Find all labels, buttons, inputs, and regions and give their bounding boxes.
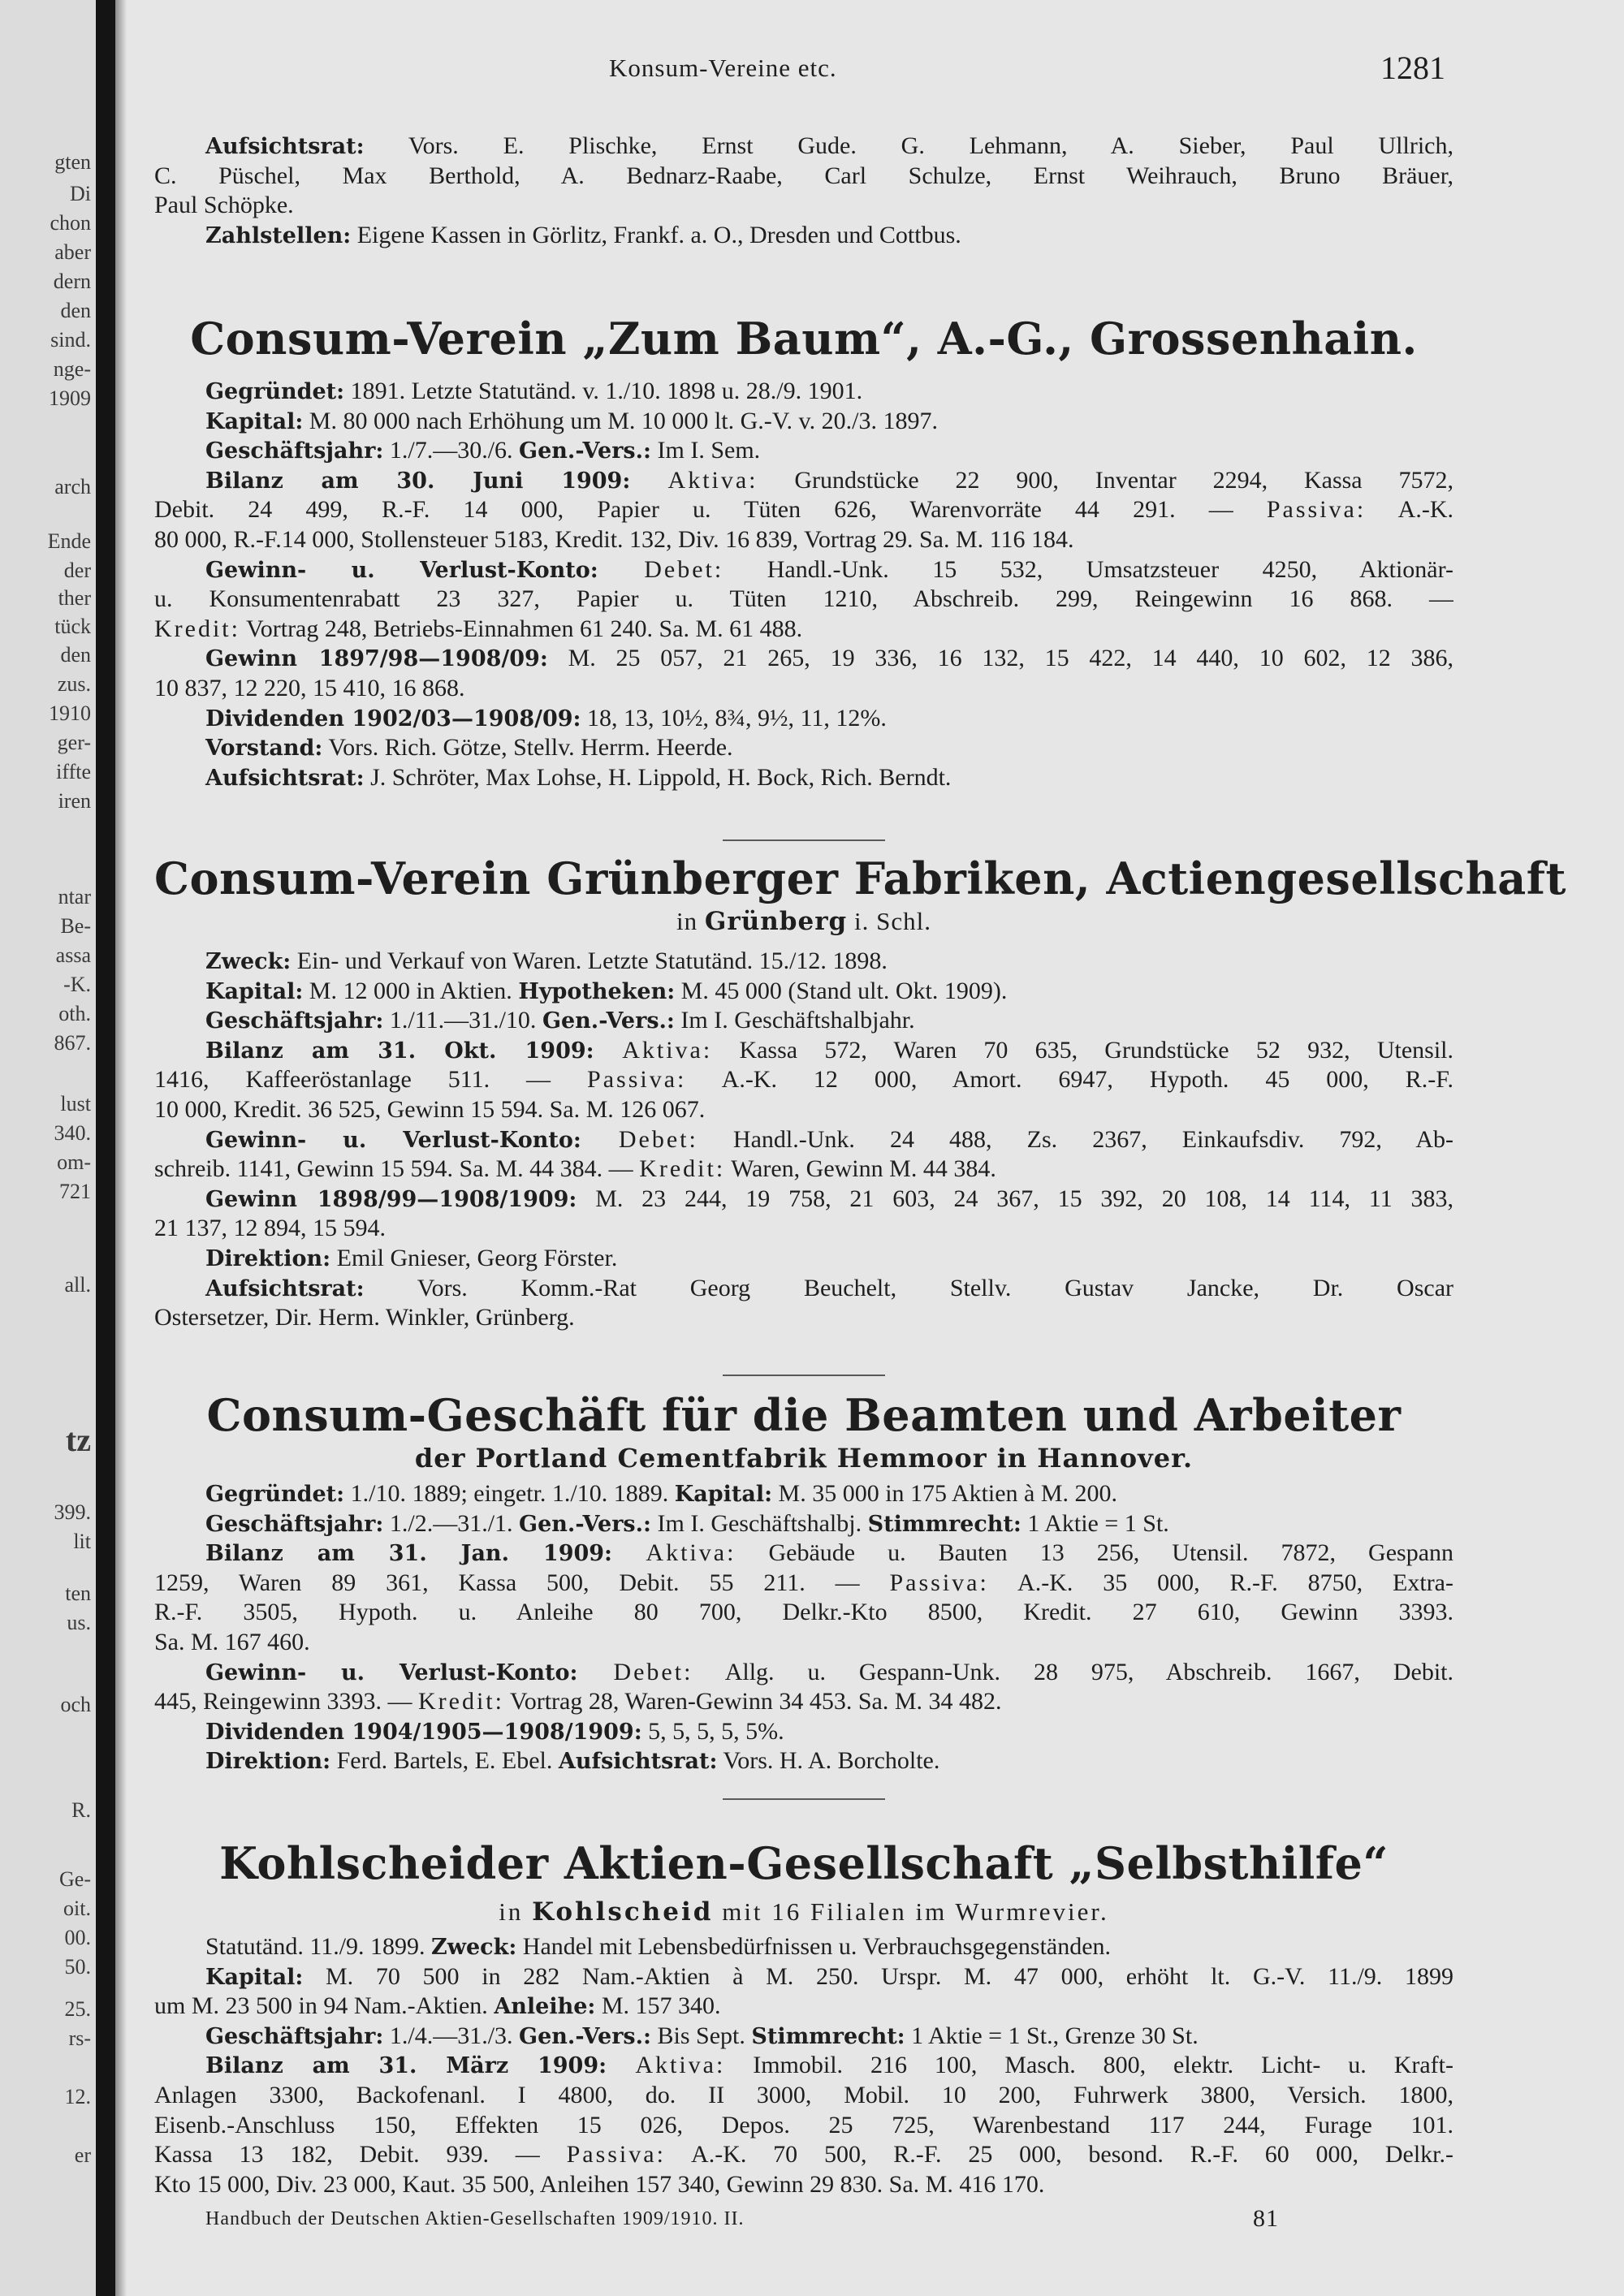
facing-page-fragment: gten (54, 150, 91, 174)
field-label: Geschäftsjahr: (205, 1512, 384, 1537)
company-subheading: der Portland Cementfabrik Hemmoor in Hannover. (414, 1443, 1194, 1474)
facing-page-fragment: 399. (54, 1500, 91, 1524)
facing-page-fragment: och (60, 1693, 91, 1716)
text-line (154, 1064, 1453, 1096)
text-line (154, 405, 1453, 438)
running-head (154, 50, 1453, 86)
facing-page-fragment: oth. (58, 1002, 91, 1025)
facing-page-fragment: om- (57, 1150, 91, 1174)
field-label: Zweck: (431, 1935, 517, 1960)
text-line (154, 732, 1453, 764)
text-segment: 1 Aktie = 1 St., Grenze 30 St. (905, 2022, 1199, 2049)
facing-page-fragment: er (74, 2143, 91, 2167)
spaced-label: Aktiva: (607, 2052, 726, 2078)
text-segment: 1./2.—31./1. (383, 1510, 520, 1537)
text-line (154, 1478, 1453, 1510)
text-segment: Immobil. 216 100, Masch. 800, elektr. Licht- u. Kraft- (725, 2052, 1453, 2078)
text-segment: Kto 15 000, Div. 23 000, Kaut. 35 500, Anleihen 157 340, Gewinn 29 830. Sa. M. 416 170. (154, 2171, 1045, 2198)
text-line (154, 1242, 1453, 1275)
text-line (154, 1716, 1453, 1748)
field-label: Kapital: (205, 979, 304, 1004)
text-segment: Sa. M. 167 460. (154, 1629, 310, 1655)
text-line (154, 1745, 1453, 1777)
text-line (154, 945, 1453, 978)
facing-page-fragment: Be- (60, 914, 91, 938)
facing-page-fragment: iren (58, 789, 91, 813)
text-segment: M. 157 340. (595, 1992, 721, 2019)
facing-page-fragment: 340. (54, 1121, 91, 1145)
text-line (154, 1004, 1453, 1037)
field-label: Gewinn- u. Verlust-Konto: (205, 558, 598, 583)
text-segment: Ferd. Bartels, E. Ebel. (330, 1747, 559, 1774)
text-line (154, 189, 1453, 222)
text-line (154, 130, 1453, 162)
field-label: Gegründet: (205, 1482, 345, 1507)
spaced-label: Passiva: (889, 1569, 989, 1596)
field-label: Aufsichtsrat: (205, 1276, 365, 1301)
text-segment: Im I. Sem. (651, 437, 761, 464)
footer-title: Handbuch der Deutschen Aktien-Gesellschaften 1909/1910. II. (205, 2208, 745, 2229)
text-line (154, 1153, 1453, 1185)
text-line (154, 1685, 1453, 1718)
text-segment: M. 70 500 in 282 Nam.-Aktien à M. 250. Urspr. M. 47 000, erhöht lt. G.-V. 11./9. 1899 (303, 1963, 1453, 1990)
field-label: Gewinn- u. Verlust-Konto: (205, 1660, 578, 1685)
spaced-label: Aktiva: (594, 1037, 713, 1064)
spaced-label: Kredit: (639, 1155, 726, 1182)
field-label: Geschäftsjahr: (205, 2024, 384, 2049)
text-segment: Anlagen 3300, Backofenanl. I 4800, do. II 3000, Mobil. 10 200, Fuhrwerk 3800, Versich. 1800, (154, 2082, 1453, 2108)
field-label: Gewinn 1898/99—1908/1909: (205, 1187, 577, 1212)
text-line (154, 554, 1453, 586)
field-label: Gen.-Vers.: (519, 2024, 651, 2049)
signature-mark: 81 (1253, 2205, 1279, 2232)
facing-page-fragment: R. (71, 1798, 91, 1822)
text-segment: Ostersetzer, Dir. Herm. Winkler, Grünberg. (154, 1304, 575, 1331)
text-segment: J. Schröter, Max Lohse, H. Lippold, H. Bock, Rich. Berndt. (364, 764, 952, 791)
page-number: 1281 (1380, 50, 1445, 86)
field-label: Dividenden 1902/03—1908/09: (205, 706, 581, 732)
text-segment: Vors. H. A. Borcholte. (717, 1747, 940, 1774)
text-line (154, 2138, 1453, 2171)
text-line (154, 613, 1453, 645)
location-line (154, 1897, 1453, 1927)
facing-page-fragment: assa (55, 943, 91, 967)
company-heading: Consum-Geschäft für die Beamten und Arbeiter (206, 1389, 1402, 1441)
text-segment: u. Konsumentenrabatt 23 327, Papier u. Tüten 1210, Abschreib. 299, Reingewinn 16 868. — (154, 585, 1453, 612)
text-segment: Vortrag 248, Betriebs-Einnahmen 61 240. Sa. M. 61 488. (240, 615, 803, 642)
field-label: Bilanz am 31. Jan. 1909: (205, 1541, 613, 1566)
page-footer (205, 2205, 1423, 2241)
facing-page-fragment: lit (73, 1530, 91, 1553)
text-segment: Eigene Kassen in Görlitz, Frankf. a. O., Dresden und Cottbus. (351, 222, 961, 248)
facing-page-fragment: us. (67, 1611, 91, 1634)
location-suffix: i. Schl. (847, 907, 931, 935)
text-segment: 10 837, 12 220, 15 410, 16 868. (154, 675, 465, 701)
company-heading: Kohlscheider Aktien-Gesellschaft „Selbsthilfe“ (219, 1837, 1389, 1889)
text-segment: R.-F. 3505, Hypoth. u. Anleihe 80 700, Delkr.-Kto 8500, Kredit. 27 610, Gewinn 3393. (154, 1599, 1453, 1625)
spaced-label: Passiva: (1266, 496, 1367, 523)
text-segment: C. Püschel, Max Berthold, A. Bednarz-Raabe, Carl Schulze, Ernst Weihrauch, Bruno Bräuer, (154, 162, 1453, 189)
field-label: Stimmrecht: (867, 1512, 1021, 1537)
field-label: Kapital: (205, 1965, 304, 1990)
spaced-label: Passiva: (566, 2141, 666, 2168)
text-segment: M. 35 000 in 175 Aktien à M. 200. (772, 1480, 1118, 1507)
text-line (154, 1961, 1453, 1993)
text-segment: M. 80 000 nach Erhöhung um M. 10 000 lt. G.-V. v. 20./3. 1897. (303, 408, 938, 434)
facing-page-fragment: 867. (54, 1031, 91, 1055)
text-line (154, 1183, 1453, 1215)
text-segment: M. 45 000 (Stand ult. Okt. 1909). (675, 978, 1008, 1004)
text-line (154, 524, 1453, 556)
field-label: Direktion: (205, 1246, 331, 1271)
text-line (154, 434, 1453, 467)
text-line (154, 1301, 1453, 1334)
text-line (154, 1272, 1453, 1305)
text-segment: Eisenb.-Anschluss 150, Effekten 15 026, Depos. 25 725, Warenbestand 117 244, Furage 101. (154, 2112, 1453, 2138)
spaced-label: Kredit: (417, 1688, 504, 1715)
field-label: Geschäftsjahr: (205, 438, 384, 464)
field-label: Gegründet: (205, 379, 345, 404)
facing-page-fragment: Di (70, 182, 91, 205)
text-segment: Waren, Gewinn M. 44 384. (725, 1155, 996, 1182)
facing-page-fragment: lust (60, 1092, 91, 1116)
text-line (154, 975, 1453, 1008)
adjacent-page-strip (0, 0, 96, 2296)
section-divider (723, 839, 885, 841)
text-line (154, 1656, 1453, 1689)
text-segment: schreib. 1141, Gewinn 15 594. Sa. M. 44 384. — (154, 1155, 640, 1182)
text-segment: A.-K. (1366, 496, 1453, 523)
spaced-label: Debet: (581, 1126, 698, 1153)
field-label: Bilanz am 31. März 1909: (205, 2053, 607, 2078)
text-line (154, 702, 1453, 735)
text-line (154, 160, 1453, 192)
text-line (154, 1931, 1453, 1963)
text-line (154, 219, 1453, 252)
document-page (154, 0, 1566, 2296)
text-segment: um M. 23 500 in 94 Nam.-Aktien. (154, 1992, 495, 2019)
text-segment: Im I. Geschäftshalbj. (651, 1510, 868, 1537)
text-segment: 5, 5, 5, 5, 5%. (641, 1718, 784, 1745)
text-segment: 445, Reingewinn 3393. — (154, 1688, 418, 1715)
text-segment: 1416, Kaffeeröstanlage 511. — (154, 1066, 588, 1093)
field-label: Kapital: (674, 1482, 773, 1507)
facing-page-fragment: arch (54, 475, 91, 498)
section-divider (723, 1798, 885, 1800)
company-heading: Consum-Verein „Zum Baum“, A.-G., Grossenhain. (190, 313, 1418, 365)
facing-page-fragment: oit. (63, 1897, 91, 1920)
facing-page-fragment: 721 (59, 1180, 91, 1203)
field-label: Gen.-Vers.: (519, 1512, 651, 1537)
facing-page-fragment: zus. (57, 672, 91, 696)
text-line (154, 464, 1453, 497)
text-segment: M. 12 000 in Aktien. (303, 978, 519, 1004)
field-label: Stimmrecht: (751, 2024, 905, 2049)
facing-page-fragment: ther (58, 586, 91, 610)
text-line (154, 2109, 1453, 2142)
section-divider (723, 1375, 885, 1376)
facing-page-fragment: dern (53, 270, 91, 293)
field-label: Gewinn- u. Verlust-Konto: (205, 1128, 581, 1153)
field-label: Bilanz am 30. Juni 1909: (205, 468, 631, 494)
text-segment: 80 000, R.-F.14 000, Stollensteuer 5183, Kredit. 132, Div. 16 839, Vortrag 29. Sa. M. 116 184. (154, 526, 1074, 553)
facing-page-fragment: den (60, 299, 91, 322)
field-label: Dividenden 1904/1905—1908/1909: (205, 1720, 642, 1745)
location-city: Grünberg (704, 907, 848, 936)
field-label: Geschäftsjahr: (205, 1008, 384, 1034)
text-line (154, 762, 1453, 794)
facing-page-fragment: 1910 (49, 701, 91, 725)
text-segment: M. 23 244, 19 758, 21 603, 24 367, 15 392, 20 108, 14 114, 11 383, (577, 1185, 1453, 1212)
text-segment: 1./7.—30./6. (383, 437, 520, 464)
spaced-label: Aktiva: (630, 467, 758, 494)
facing-page-fragment: -K. (63, 973, 91, 996)
field-label: Hypotheken: (518, 979, 676, 1004)
facing-page-fragment: rs- (68, 2026, 91, 2050)
text-segment: Handl.-Unk. 24 488, Zs. 2367, Einkaufsdiv. 792, Ab- (698, 1126, 1453, 1153)
text-line (154, 672, 1453, 705)
facing-page-fragment: 50. (64, 1955, 91, 1979)
text-segment: Bis Sept. (651, 2022, 752, 2049)
text-line (154, 1094, 1453, 1126)
facing-page-fragment: tück (54, 615, 91, 638)
text-line (154, 1124, 1453, 1156)
location-prefix: in (676, 907, 705, 935)
text-segment: A.-K. 35 000, R.-F. 8750, Extra- (988, 1569, 1453, 1596)
field-label: Aufsichtsrat: (205, 766, 365, 791)
text-segment: Emil Gnieser, Georg Förster. (330, 1245, 618, 1271)
field-label: Kapital: (205, 409, 304, 434)
text-line (154, 1034, 1453, 1067)
field-label: Vorstand: (205, 736, 323, 761)
facing-page-fragment: 00. (64, 1926, 91, 1949)
text-segment: Paul Schöpke. (154, 192, 294, 218)
text-segment: A.-K. 70 500, R.-F. 25 000, besond. R.-F. 60 000, Delkr.- (665, 2141, 1453, 2168)
text-segment: 10 000, Kredit. 36 525, Gewinn 15 594. Sa. M. 126 067. (154, 1096, 706, 1123)
facing-page-fragment: 1909 (49, 386, 91, 410)
text-line (154, 1537, 1453, 1569)
text-segment: Kassa 572, Waren 70 635, Grundstücke 52 932, Utensil. (712, 1037, 1453, 1064)
field-label: Zweck: (205, 949, 292, 974)
text-segment: 1./11.—31./10. (383, 1007, 542, 1034)
facing-page-fragment: 25. (64, 1997, 91, 2021)
text-line (154, 2020, 1453, 2052)
field-label: Direktion: (205, 1749, 331, 1774)
field-label: Gewinn 1897/98—1908/09: (205, 646, 548, 671)
field-label: Aufsichtsrat: (558, 1749, 718, 1774)
text-line (154, 2169, 1453, 2201)
facing-page-fragment: tz (65, 1422, 91, 1458)
text-segment: Gebäude u. Bauten 13 256, Utensil. 7872, Gespann (736, 1539, 1453, 1566)
text-segment: Debit. 24 499, R.-F. 14 000, Papier u. Tüten 626, Warenvorräte 44 291. — (154, 496, 1267, 523)
field-label: Gen.-Vers.: (519, 438, 651, 464)
text-segment: 1259, Waren 89 361, Kassa 500, Debit. 55 211. — (154, 1569, 890, 1596)
text-line (154, 2079, 1453, 2112)
book-gutter (96, 0, 115, 2296)
spaced-label: Aktiva: (612, 1539, 736, 1566)
text-line (154, 1596, 1453, 1629)
field-label: Bilanz am 31. Okt. 1909: (205, 1038, 594, 1064)
location-prefix: in (499, 1897, 533, 1926)
text-line (154, 1567, 1453, 1599)
text-line (154, 375, 1453, 408)
facing-page-fragment: ntar (58, 885, 91, 908)
text-line (154, 1212, 1453, 1245)
facing-page-fragment: sind. (50, 328, 91, 352)
location-suffix: mit 16 Filialen im Wurmrevier. (713, 1897, 1109, 1926)
location-line (154, 907, 1453, 936)
facing-page-fragment: iffte (56, 760, 91, 783)
text-segment: Handl.-Unk. 15 532, Umsatzsteuer 4250, Aktionär- (723, 556, 1453, 583)
text-segment: Statutänd. 11./9. 1899. (205, 1933, 432, 1960)
text-line (154, 642, 1453, 675)
facing-page-fragment: den (60, 643, 91, 667)
facing-page-fragment: Ende (47, 529, 91, 553)
text-segment: Kassa 13 182, Debit. 939. — (154, 2141, 567, 2168)
facing-page-fragment: 12. (64, 2085, 91, 2108)
text-segment: A.-K. 12 000, Amort. 6947, Hypoth. 45 000, R.-F. (686, 1066, 1453, 1093)
facing-page-fragment: Ge- (59, 1867, 91, 1891)
spaced-label: Kredit: (154, 615, 240, 642)
text-segment: M. 25 057, 21 265, 19 336, 16 132, 15 422, 14 440, 10 602, 12 386, (547, 645, 1453, 671)
field-label: Aufsichtsrat: (205, 134, 365, 159)
text-segment: Vors. Rich. Götze, Stellv. Herrm. Heerde. (322, 734, 733, 761)
spaced-label: Debet: (598, 556, 724, 583)
text-line (154, 1990, 1453, 2022)
text-segment: Im I. Geschäftshalbjahr. (674, 1007, 915, 1034)
text-line (154, 2049, 1453, 2082)
facing-page-fragment: all. (64, 1273, 91, 1297)
facing-page-fragment: ten (65, 1582, 91, 1605)
text-segment: 1 Aktie = 1 St. (1021, 1510, 1169, 1537)
field-label: Anleihe: (494, 1994, 596, 2019)
text-segment: Ein- und Verkauf von Waren. Letzte Statutänd. 15./12. 1898. (291, 947, 888, 974)
field-label: Gen.-Vers.: (542, 1008, 675, 1034)
text-segment: 1./4.—31./3. (383, 2022, 520, 2049)
text-segment: Vors. Komm.-Rat Georg Beuchelt, Stellv. Gustav Jancke, Dr. Oscar (364, 1275, 1453, 1301)
facing-page-fragment: chon (50, 211, 91, 235)
running-head-title: Konsum-Vereine etc. (609, 54, 837, 82)
gutter-shadow (115, 0, 127, 2296)
facing-page-fragment: aber (54, 240, 91, 264)
spaced-label: Debet: (577, 1659, 693, 1685)
text-segment: 18, 13, 10½, 8¾, 9½, 11, 12%. (581, 705, 887, 732)
text-line (154, 494, 1453, 526)
text-segment: 21 137, 12 894, 15 594. (154, 1215, 386, 1241)
facing-page-fragment: nge- (53, 357, 91, 381)
company-heading: Consum-Verein Grünberger Fabriken, Actiengesellschaft (154, 852, 1566, 904)
location-city: Kohlscheid (532, 1897, 714, 1927)
spaced-label: Passiva: (587, 1066, 687, 1093)
text-segment: Vortrag 28, Waren-Gewinn 34 453. Sa. M. 34 482. (503, 1688, 1002, 1715)
facing-page-fragment: ger- (57, 731, 91, 754)
text-line (154, 583, 1453, 615)
text-segment: Grundstücke 22 900, Inventar 2294, Kassa 7572, (758, 467, 1453, 494)
text-line (154, 1626, 1453, 1659)
text-segment: Vors. E. Plischke, Ernst Gude. G. Lehmann, A. Sieber, Paul Ullrich, (364, 132, 1453, 159)
text-segment: 1./10. 1889; eingetr. 1./10. 1889. (344, 1480, 675, 1507)
text-line (154, 1508, 1453, 1540)
text-segment: Allg. u. Gespann-Unk. 28 975, Abschreib. 1667, Debit. (693, 1659, 1453, 1685)
field-label: Zahlstellen: (205, 223, 352, 248)
text-segment: Handel mit Lebensbedürfnissen u. Verbrauchsgegenständen. (516, 1933, 1112, 1960)
text-segment: 1891. Letzte Statutänd. v. 1./10. 1898 u. 28./9. 1901. (344, 378, 863, 404)
facing-page-fragment: der (63, 559, 91, 582)
